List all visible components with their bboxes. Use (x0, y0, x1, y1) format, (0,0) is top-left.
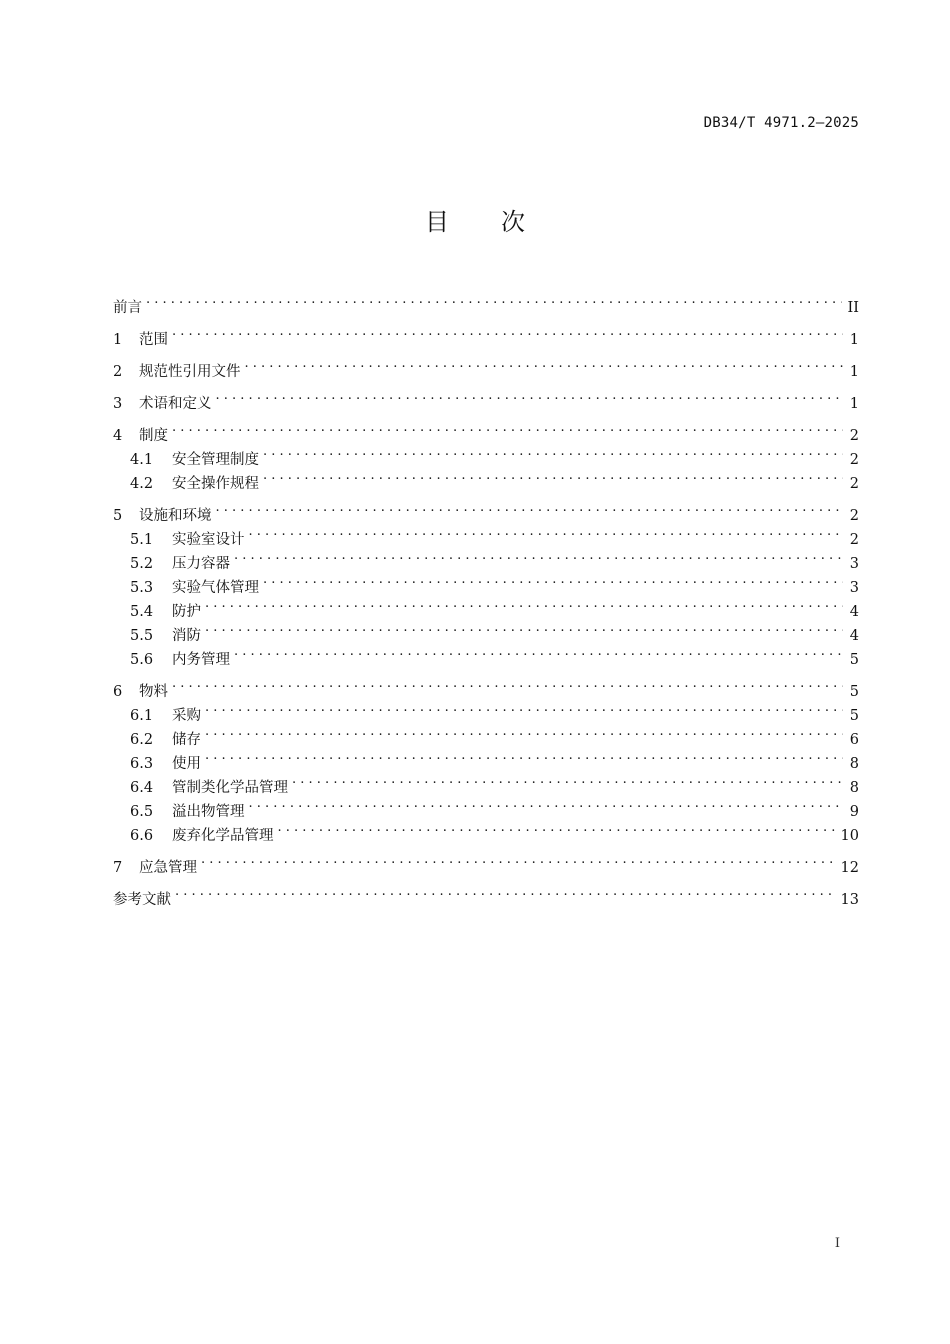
toc-entry-label: 采购 (172, 708, 201, 724)
toc-entry-number: 5.6 (130, 652, 154, 668)
toc-leader-dots (249, 792, 844, 816)
toc-entry-label: 内务管理 (172, 652, 230, 668)
toc-entry-7[interactable] (113, 848, 859, 876)
toc-entry-page: 2 (849, 508, 859, 524)
toc-leader-dots (216, 384, 844, 408)
toc-entry-label: 制度 (139, 428, 168, 444)
toc-entry-page: 5 (849, 652, 859, 668)
toc-entry-label: 溢出物管理 (172, 804, 245, 820)
toc-entry-page: 12 (840, 860, 859, 876)
page-title (0, 202, 950, 237)
toc-entry-6-1[interactable] (113, 696, 859, 724)
toc-entry-label: 术语和定义 (139, 396, 212, 412)
toc-leader-dots (263, 464, 843, 488)
toc-entry-4-2[interactable] (113, 464, 859, 492)
toc-entry-5-2[interactable] (113, 544, 859, 572)
toc-entry-6-6[interactable] (113, 816, 859, 844)
toc-entry-label: 实验室设计 (172, 532, 245, 548)
toc-entry-label: 范围 (139, 332, 168, 348)
toc-entry-label: 压力容器 (172, 556, 230, 572)
toc-entry-label: 安全管理制度 (172, 452, 259, 468)
toc-entry-number: 5.2 (130, 556, 154, 572)
toc-entry-label: 设施和环境 (139, 508, 212, 524)
toc-entry-page: 8 (849, 756, 859, 772)
toc-entry-3[interactable] (113, 384, 859, 412)
toc-entry-number: 5.5 (130, 628, 154, 644)
toc-leader-dots (172, 672, 843, 696)
toc-entry-1[interactable] (113, 320, 859, 348)
toc-entry-5-1[interactable] (113, 520, 859, 548)
toc-leader-dots (205, 616, 843, 640)
toc-entry-number: 2 (113, 364, 123, 380)
table-of-contents (113, 288, 859, 908)
toc-entry-page: 5 (849, 684, 859, 700)
toc-entry-page: 1 (849, 396, 859, 412)
toc-entry-page: 3 (849, 580, 859, 596)
toc-entry-number: 6.1 (130, 708, 154, 724)
toc-leader-dots (263, 568, 843, 592)
toc-leader-dots (234, 640, 843, 664)
toc-entry-page: 1 (849, 332, 859, 348)
toc-entry-5-3[interactable] (113, 568, 859, 596)
toc-entry-number: 4.1 (130, 452, 154, 468)
toc-entry-page: II (847, 300, 859, 316)
toc-entry-6[interactable] (113, 672, 859, 700)
toc-entry-number: 1 (113, 332, 123, 348)
toc-leader-dots (172, 416, 843, 440)
toc-entry-page: 6 (849, 732, 859, 748)
toc-leader-dots (263, 440, 843, 464)
toc-leader-dots (205, 720, 843, 744)
toc-entry-label: 物料 (139, 684, 168, 700)
toc-entry-number: 4.2 (130, 476, 154, 492)
toc-leader-dots (216, 496, 844, 520)
toc-entry-page: 2 (849, 532, 859, 548)
title-char-2: 次 (501, 208, 525, 236)
toc-entry-page: 4 (849, 628, 859, 644)
toc-entry-label: 参考文献 (113, 892, 171, 908)
toc-entry-label: 前言 (113, 300, 142, 316)
toc-leader-dots (205, 592, 843, 616)
toc-entry-page: 2 (849, 476, 859, 492)
toc-entry-6-2[interactable] (113, 720, 859, 748)
toc-entry-label: 消防 (172, 628, 201, 644)
toc-leader-dots (205, 696, 843, 720)
toc-leader-dots (175, 880, 835, 904)
toc-entry-page: 1 (849, 364, 859, 380)
toc-entry-number: 5.4 (130, 604, 154, 620)
toc-entry-5-4[interactable] (113, 592, 859, 620)
toc-entry-6-5[interactable] (113, 792, 859, 820)
page-number: I (834, 1236, 840, 1251)
toc-leader-dots (245, 352, 844, 376)
toc-entry-4[interactable] (113, 416, 859, 444)
toc-entry-page: 13 (840, 892, 859, 908)
toc-entry-page: 9 (849, 804, 859, 820)
toc-entry-number: 6.6 (130, 828, 154, 844)
toc-leader-dots (201, 848, 835, 872)
toc-leader-dots (234, 544, 843, 568)
toc-entry-page: 8 (849, 780, 859, 796)
toc-entry-number: 6.3 (130, 756, 154, 772)
toc-entry-label: 管制类化学品管理 (172, 780, 288, 796)
toc-entry-5-5[interactable] (113, 616, 859, 644)
toc-entry-page: 2 (849, 428, 859, 444)
document-code: DB34/T 4971.2—2025 (703, 115, 859, 131)
toc-entry-number: 6.5 (130, 804, 154, 820)
toc-entry-6-4[interactable] (113, 768, 859, 796)
toc-entry-number: 5.1 (130, 532, 154, 548)
toc-entry-number: 7 (113, 860, 123, 876)
toc-entry-label: 废弃化学品管理 (172, 828, 274, 844)
toc-entry-label: 防护 (172, 604, 201, 620)
toc-entry-6-3[interactable] (113, 744, 859, 772)
toc-entry-number: 6.4 (130, 780, 154, 796)
toc-leader-dots (278, 816, 835, 840)
toc-entry-page: 2 (849, 452, 859, 468)
toc-leader-dots (205, 744, 843, 768)
toc-entry-page: 4 (849, 604, 859, 620)
toc-entry-page: 3 (849, 556, 859, 572)
toc-leader-dots (249, 520, 844, 544)
toc-entry-label: 使用 (172, 756, 201, 772)
toc-entry-5-6[interactable] (113, 640, 859, 668)
toc-entry-label: 安全操作规程 (172, 476, 259, 492)
toc-entry-foreword[interactable] (113, 288, 859, 316)
toc-entry-bibliography[interactable] (113, 880, 859, 908)
toc-entry-page: 10 (840, 828, 859, 844)
title-char-1: 目 (425, 208, 449, 236)
toc-entry-4-1[interactable] (113, 440, 859, 468)
toc-entry-number: 5 (113, 508, 123, 524)
toc-entry-2[interactable] (113, 352, 859, 380)
toc-entry-number: 6 (113, 684, 123, 700)
toc-entry-label: 实验气体管理 (172, 580, 259, 596)
toc-entry-number: 4 (113, 428, 123, 444)
toc-entry-label: 应急管理 (139, 860, 197, 876)
toc-entry-page: 5 (849, 708, 859, 724)
toc-entry-number: 5.3 (130, 580, 154, 596)
toc-entry-number: 3 (113, 396, 123, 412)
toc-entry-label: 储存 (172, 732, 201, 748)
toc-leader-dots (292, 768, 843, 792)
toc-entry-label: 规范性引用文件 (139, 364, 241, 380)
toc-leader-dots (172, 320, 843, 344)
toc-entry-number: 6.2 (130, 732, 154, 748)
toc-leader-dots (146, 288, 842, 312)
toc-entry-5[interactable] (113, 496, 859, 524)
